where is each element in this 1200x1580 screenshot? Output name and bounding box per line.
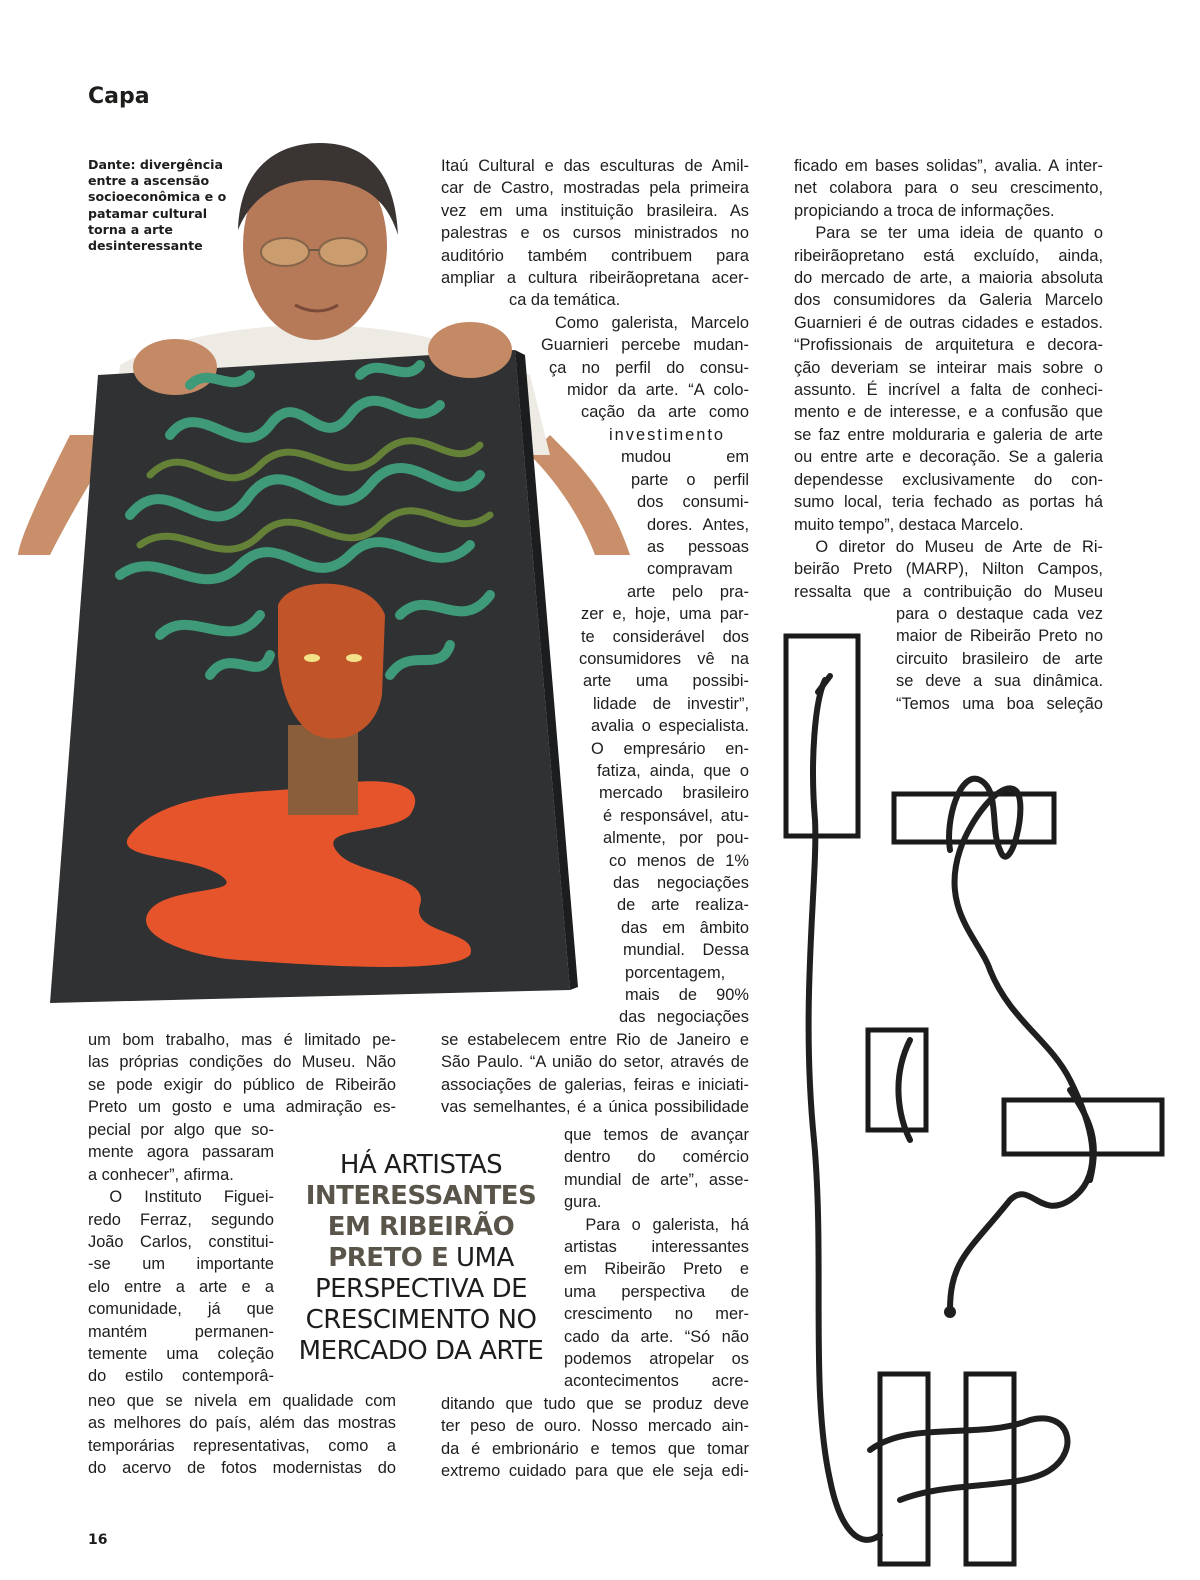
text-line: do estilo contemporâ- (88, 1367, 274, 1386)
text-line: dentro do comércio (564, 1148, 749, 1167)
section-label: Capa (88, 84, 150, 109)
text-line: mento e de interesse, e a confusão que (794, 403, 1103, 422)
text-line: mente agora passaram (88, 1143, 274, 1162)
text-line: mundial de arte”, asse- (564, 1170, 749, 1189)
text-line: que temos de avançar (564, 1126, 749, 1144)
text-line: las próprias condições do Museu. Não (88, 1053, 396, 1072)
pull-quote-line: HÁ ARTISTAS (339, 1150, 503, 1180)
text-line: net colabora para o seu crescimento, (794, 179, 1103, 198)
text-line: dores. Antes, (647, 515, 749, 534)
text-line: mundial. Dessa (623, 941, 749, 960)
text-line: mudou em (621, 448, 749, 467)
text-line: crescimento no mer- (564, 1305, 749, 1324)
text-line: beirão Preto (MARP), Nilton Campos, (794, 560, 1103, 579)
col2-text-bottom (441, 1393, 749, 1483)
text-line: assunto. É incrível a falta de conheci- (794, 381, 1103, 400)
text-line: do acervo de fotos modernistas do (88, 1459, 396, 1478)
text-line: avalia o especialista. (591, 717, 749, 736)
text-line: ça no perfil do consu- (549, 358, 749, 377)
text-line: da é embrionário e temos que tomar (441, 1439, 749, 1458)
text-line: O empresário en- (591, 739, 749, 758)
text-line: as pessoas (647, 537, 749, 556)
text-line: São Paulo. “A união do setor, através de (441, 1053, 749, 1072)
text-line: vas semelhantes, é a única possibilidade (441, 1098, 749, 1117)
text-line: gura. (564, 1193, 602, 1212)
col1-text-mid (88, 1119, 274, 1388)
text-line: comunidade, já que (88, 1300, 274, 1319)
text-line: João Carlos, constitui- (88, 1233, 274, 1252)
text-line: fatiza, ainda, que o (597, 761, 749, 780)
text-line: é responsável, atu- (603, 806, 749, 825)
text-line: temente uma coleção (88, 1345, 274, 1364)
text-line: se estabelecem entre Rio de Janeiro e (441, 1031, 749, 1049)
text-line: auditório também contribuem para (441, 246, 749, 265)
text-line: do mercado de arte, a maioria absoluta (794, 269, 1103, 288)
text-line: ribeirãopretano está excluído, ainda, (794, 246, 1103, 265)
text-line: O diretor do Museu de Arte de Ri- (815, 537, 1103, 556)
col1-text-top (88, 1029, 396, 1119)
text-line: ditando que tudo que se produz deve (441, 1395, 749, 1413)
text-line: ressalta que a contribuição do Museu (794, 582, 1103, 601)
text-line: zer e, hoje, uma par- (581, 605, 749, 624)
pull-quote-line: EM RIBEIRÃO (327, 1212, 515, 1242)
text-line: neo que se nivela em qualidade com (88, 1392, 396, 1410)
text-line: “Profissionais de arquitetura e decora- (794, 336, 1103, 355)
text-line: palestras e os cursos ministrados no (441, 224, 749, 243)
text-line: de arte realiza- (617, 896, 749, 915)
text-line: midor da arte. “A colo- (567, 381, 749, 400)
text-line: vez em uma instituição brasileira. As (441, 201, 749, 220)
text-line: cado da arte. “Só não (564, 1327, 749, 1346)
col3-text-right (896, 603, 1103, 715)
text-line: se pode exigir do público de Ribeirão (88, 1075, 396, 1094)
text-line: car de Castro, mostradas pela primeira (441, 179, 749, 198)
text-line: acontecimentos acre- (564, 1372, 749, 1391)
col2-text-mid (441, 1029, 749, 1119)
page-number: 16 (88, 1532, 108, 1548)
pull-quote-rest: UMA (448, 1243, 514, 1273)
col1-text-bottom (88, 1390, 396, 1480)
text-line: propiciando a troca de informações. (794, 201, 1055, 220)
pull-quote-bold: PRETO E (328, 1243, 449, 1273)
text-line: lidade de investir”, (593, 694, 749, 713)
text-line: arte uma possibi- (583, 672, 749, 691)
text-line: O Instituto Figuei- (109, 1188, 274, 1207)
text-line: Preto um gosto e uma admiração es- (88, 1098, 396, 1117)
text-line: as melhores do país, além das mostras (88, 1414, 396, 1433)
text-line: ampliar a cultura ribeirãopretana acer- (441, 269, 749, 288)
pull-quote-line: MERCADO DA ARTE (298, 1336, 544, 1366)
text-line: a conhecer”, afirma. (88, 1165, 234, 1184)
text-line: consumidores vê na (579, 649, 749, 668)
text-line: Para se ter uma ideia de quanto o (815, 224, 1103, 243)
text-line: muito tempo”, destaca Marcelo. (794, 515, 1024, 534)
col2-text-right (564, 1124, 749, 1393)
text-line: para o destaque cada vez (896, 605, 1103, 623)
pull-quote-line: CRESCIMENTO NO (305, 1305, 537, 1335)
text-line: extremo cuidado para que ele seja edi- (441, 1462, 749, 1481)
col3-text-top (794, 155, 1103, 603)
text-line: em Ribeirão Preto e (564, 1260, 749, 1279)
text-line: almente, por pou- (603, 829, 749, 848)
text-line: redo Ferraz, segundo (88, 1210, 274, 1229)
text-line: das em âmbito (621, 918, 749, 937)
text-line: Como galerista, Marcelo (555, 313, 749, 332)
text-line: sumo local, teria fechado as portas há (794, 493, 1103, 512)
text-line: dos consumidores da Galeria Marcelo (794, 291, 1103, 310)
text-line: associações de galerias, feiras e iniciati- (441, 1075, 749, 1094)
text-line: parte o perfil (631, 470, 749, 489)
pull-quote-line (296, 1243, 546, 1274)
text-line: se deve a sua dinâmica. (896, 672, 1103, 691)
text-line: das negociações (613, 874, 749, 892)
text-line: podemos atropelar os (564, 1350, 749, 1369)
text-line: Itaú Cultural e das esculturas de Amil- (441, 157, 749, 175)
col2-text-top (441, 155, 749, 1029)
text-line: arte pelo pra- (627, 582, 749, 601)
text-line: elo entre a arte e a (88, 1277, 274, 1296)
text-line: ficado em bases solidas”, avalia. A inter- (794, 157, 1103, 175)
pull-quote (296, 1150, 546, 1367)
text-line: dos consumi- (637, 493, 749, 512)
text-line: Para o galerista, há (585, 1215, 749, 1234)
text-line: mercado brasileiro (599, 784, 749, 803)
photo-sculpture-frames (770, 620, 1190, 1570)
text-line: Guarnieri é de outras cidades e estados. (794, 313, 1103, 332)
text-line: ou entre arte e decoração. Se a galeria (794, 448, 1103, 467)
text-line: ter peso de ouro. Nosso mercado ain- (441, 1417, 749, 1436)
text-line: dependesse exclusivamente do con- (794, 470, 1103, 489)
photo-caption: Dante: divergência entre a ascensão socioeconômica e o patamar cultural torna a arte desinteressante (88, 157, 227, 254)
text-line: temporárias representativas, como a (88, 1436, 396, 1455)
text-line: mais de 90% (625, 986, 749, 1005)
text-line: cação da arte como (581, 403, 749, 422)
text-line: porcentagem, (625, 963, 726, 982)
text-line: Guarnieri percebe mudan- (541, 336, 749, 355)
text-line: maior de Ribeirão Preto no (896, 627, 1103, 646)
text-line: circuito brasileiro de arte (896, 649, 1103, 668)
text-line: mantém permanen- (88, 1322, 274, 1341)
pull-quote-line: PERSPECTIVA DE (314, 1274, 528, 1304)
text-line: das negociações (619, 1008, 749, 1027)
text-line: se faz entre molduraria e galeria de arte (794, 425, 1103, 444)
text-line: -se um importante (88, 1255, 274, 1274)
text-line: te considerável dos (581, 627, 749, 646)
text-line: “Temos uma boa seleção (896, 694, 1103, 713)
text-line: artistas interessantes (564, 1238, 749, 1257)
text-line: um bom trabalho, mas é limitado pe- (88, 1031, 396, 1049)
text-line: ca da temática. (509, 291, 621, 310)
text-line: ção deveriam se inteirar mais sobre o (794, 358, 1103, 377)
text-line: compravam (647, 560, 733, 579)
text-line: uma perspectiva de (564, 1282, 749, 1301)
pull-quote-line: INTERESSANTES (305, 1181, 537, 1211)
text-line: pecial por algo que so- (88, 1121, 274, 1139)
text-line: co menos de 1% (609, 851, 749, 870)
text-line: investimento (609, 425, 726, 444)
